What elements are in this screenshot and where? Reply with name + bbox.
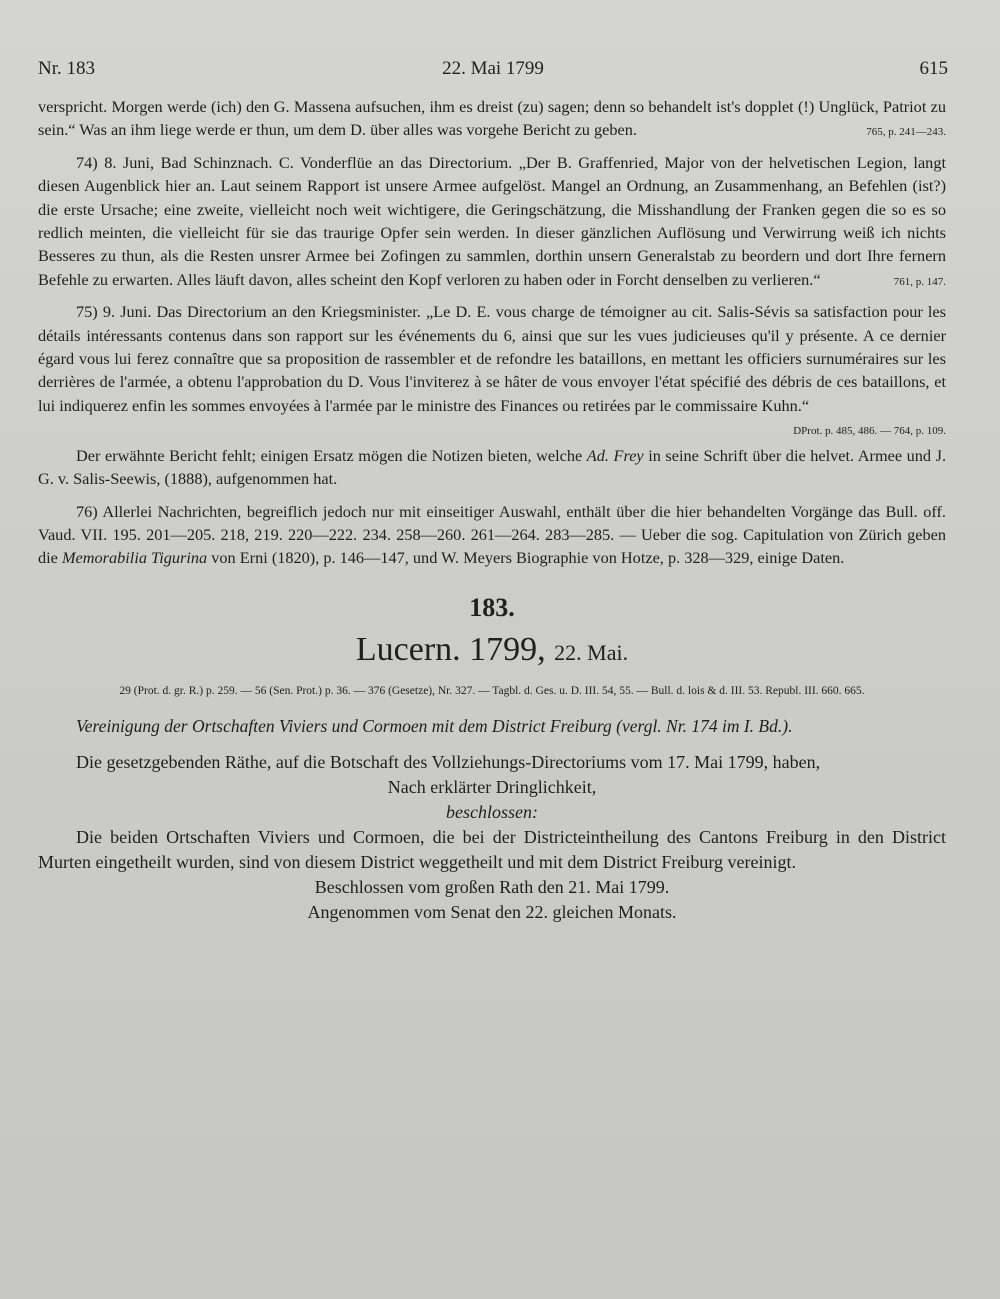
paragraph-text: verspricht. Morgen werde (ich) den G. Massena aufsuchen, ihm es dreist (zu) sagen; denn so behandelt ist's dopplet (!) Unglück, Patriot zu sein.“ Was an ihm liege werde er thun, um dem D. über alles was vorgehe Bericht zu geben. — [38, 97, 946, 140]
urgency-line: Nach erklärter Dringlichkeit, — [387, 776, 597, 797]
document-place-date — [38, 628, 946, 675]
signoff-senate: Angenommen vom Senat den 22. gleichen Monats. — [307, 901, 677, 922]
author-name: Ad. Frey — [586, 445, 644, 465]
preamble: Die gesetzgebenden Räthe, auf die Botschaft des Vollziehungs-Directoriums vom 17. Mai 1799, haben, — [76, 751, 821, 772]
note-74 — [38, 151, 946, 291]
header-date: 22. Mai 1799 — [442, 58, 544, 79]
resolved-line: beschlossen: — [446, 801, 538, 822]
note-76 — [38, 500, 946, 570]
work-title: Memorabilia Tigurina — [61, 548, 208, 568]
paragraph-text: 74) 8. Juni, Bad Schinznach. C. Vonderflüe an das Directorium. „Der B. Graffenried, Major von der helvetischen Legion, langt diesen Augenblick hier an. Laut seinem Rapport ist unsere Armee aufgelöst. Mangel an Ordnung, an Zusammenhang, an Befehlen (ist?) die erste Ursache; eine zweite, vielleicht noch weit wichtigere, die Geringschätzung, die Misshandlung der Franken gegen die so es so redlich meinten, die vielleicht für sie das traurige Opfer sein werden. In dieser gänzlichen Auflösung und Verwirrung weiß ich nichts Besseres zu thun, als die Resten unsrer Armee bei Zofingen zu sammlen, dorthin unsern Generalstab zu beordern und dort Ihre fernern Befehle zu erwarten. Alles läuft davon, alles scheint den Kopf verloren zu haben oder in Forcht denselben zu verlieren.“ — [38, 152, 946, 289]
note-text: von Erni (1820), p. 146—147, und W. Meyers Biographie von Hotze, p. 328—329, einige Daten. — [207, 548, 845, 568]
note-text: Der erwähnte Bericht fehlt; einigen Ersatz mögen die Notizen bieten, welche — [76, 445, 587, 465]
paragraph-continuation — [38, 95, 946, 142]
archive-reference: 765, p. 241—243. — [866, 126, 946, 139]
note-frey — [38, 444, 946, 491]
page-body — [38, 95, 946, 925]
archive-reference: 761, p. 147. — [893, 275, 946, 288]
source-references: 29 (Prot. d. gr. R.) p. 259. — 56 (Sen. Prot.) p. 36. — 376 (Gesetze), Nr. 327. — Tagbl. d. Ges. u. D. III. 54, 55. — Bull. d. lois & d. III. 53. Republ. III. 660. 665. — [119, 684, 865, 697]
signoff-great-council: Beschlossen vom großen Rath den 21. Mai 1799. — [314, 876, 670, 897]
header-doc-number: Nr. 183 — [38, 58, 95, 79]
archive-reference: DProt. p. 485, 486. — 764, p. 109. — [793, 425, 946, 438]
running-header — [38, 58, 948, 84]
page-number: 615 — [919, 58, 948, 79]
document-number: 183. — [469, 592, 515, 622]
document-summary: Vereinigung der Ortschaften Viviers und Cormoen mit dem District Freiburg (vergl. Nr. 174 im I. Bd.). — [76, 715, 793, 736]
note-text: in seine Schrift über die helvet. Armee und J. G. v. Salis-Seewis, (1888), aufgenommen hat. — [38, 445, 947, 489]
note-text: 76) Allerlei Nachrichten, begreiflich jedoch nur mit einseitiger Auswahl, enthält über die hier behandelten Vorgänge das Bull. off. Vaud. VII. 195. 201—205. 218, 219. 220—222. 234. 258—260. 261—264. 283—285. — Ueber die sog. Capitulation von Zürich geben die — [38, 501, 946, 568]
paragraph-text: 75) 9. Juni. Das Directorium an den Kriegsminister. „Le D. E. vous charge de témoigner au cit. Salis-Sévis sa satisfaction pour les détails intéressants contenus dans son rapport sur les événements du 6, ainsi que sur les vues judicieuses qu'il y présente. A ce dernier égard vous lui ferez connaître que sa proposition de rassembler et de refondre les bataillons, en mettant les officiers surnuméraires sur les derrières de l'armée, a obtenu l'approbation du D. Vous l'inviterez à se hâter de vous envoyer l'état spécifié des débris de ces bataillons, et lui indiquerez enfin les sommes envoyées à l'armée par le ministre des Finances ou retirées par le commissaire Kuhn.“ — [38, 302, 946, 415]
note-75 — [38, 300, 946, 438]
place-year: Lucern. 1799, — [355, 630, 546, 668]
document-day: 22. Mai. — [554, 639, 629, 665]
decision-text: Die beiden Ortschaften Viviers und Cormoen, die bei der Districteintheilung des Cantons Freiburg in den District Murten eingetheilt wurden, sind von diesem District weggetheilt und mit dem District Freiburg vereinigt. — [38, 826, 946, 872]
